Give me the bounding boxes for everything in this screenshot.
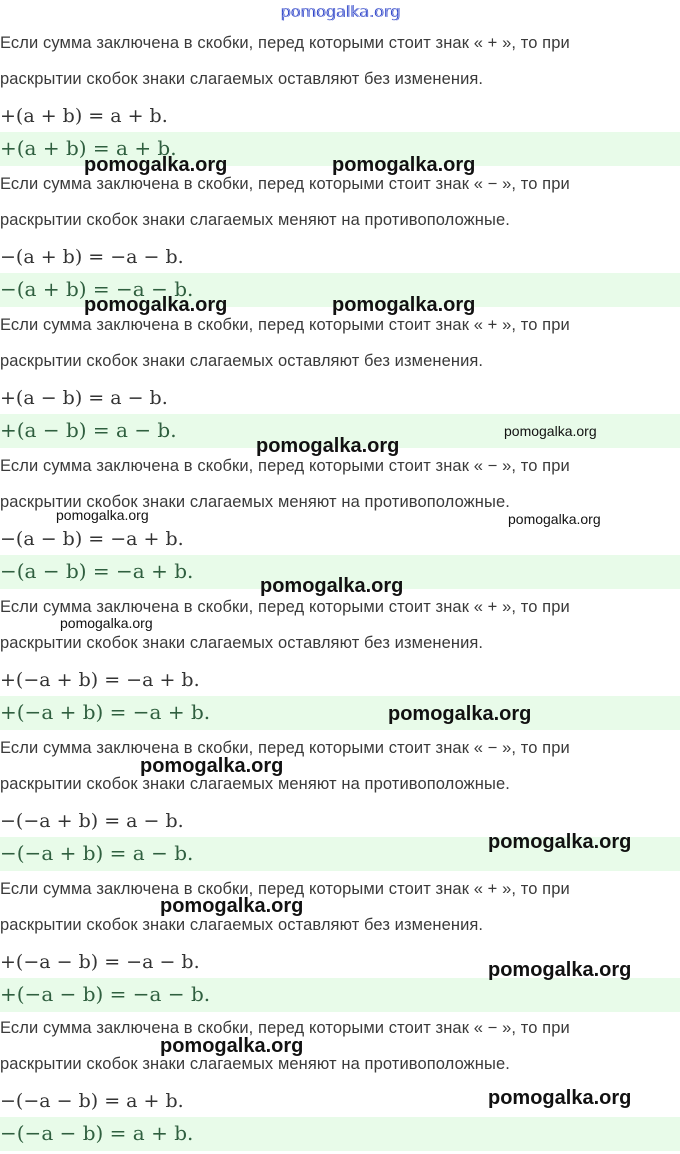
watermark: pomogalka.org [488, 831, 632, 853]
formula-highlighted: +(−a − b) = −a − b. [0, 982, 211, 1006]
watermark: pomogalka.org [140, 755, 284, 777]
watermark: pomogalka.org [504, 423, 597, 439]
watermark: pomogalka.org [332, 294, 476, 316]
rule-text-line1: Если сумма заключена в скобки, перед которыми стоит знак « + », то при [0, 598, 570, 616]
rule-text-line1: Если сумма заключена в скобки, перед которыми стоит знак « + », то при [0, 316, 570, 334]
watermark: pomogalka.org [160, 895, 304, 917]
rule-text-line2: раскрытии скобок знаки слагаемых оставляют без изменения. [0, 352, 484, 370]
rule-text-line1: Если сумма заключена в скобки, перед которыми стоит знак « − », то при [0, 175, 570, 193]
formula: −(−a − b) = a + b. [0, 1090, 184, 1112]
watermark: pomogalka.org [256, 435, 400, 457]
formula-highlighted: +(−a + b) = −a + b. [0, 700, 211, 724]
rule-text-line2: раскрытии скобок знаки слагаемых меняют на противоположные. [0, 211, 510, 229]
formula: −(a − b) = −a + b. [0, 528, 184, 550]
rule-text-line2: раскрытии скобок знаки слагаемых меняют на противоположные. [0, 1055, 510, 1073]
rule-block-5 [0, 592, 680, 733]
watermark: pomogalka.org [160, 1035, 304, 1057]
formula: +(a − b) = a − b. [0, 387, 168, 409]
rule-text-line1: Если сумма заключена в скобки, перед которыми стоит знак « + », то при [0, 880, 570, 898]
site-header-link[interactable]: pomogalka.org [280, 2, 400, 21]
rule-text-line1: Если сумма заключена в скобки, перед которыми стоит знак « − », то при [0, 739, 570, 757]
watermark: pomogalka.org [84, 294, 228, 316]
formula-highlighted: −(−a − b) = a + b. [0, 1121, 194, 1145]
watermark: pomogalka.org [508, 511, 601, 527]
rule-text-line2: раскрытии скобок знаки слагаемых меняют на противоположные. [0, 775, 510, 793]
watermark: pomogalka.org [332, 154, 476, 176]
rule-block-7 [0, 874, 680, 1015]
formula: +(−a + b) = −a + b. [0, 669, 200, 691]
watermark: pomogalka.org [260, 575, 404, 597]
rule-text-line1: Если сумма заключена в скобки, перед которыми стоит знак « − », то при [0, 1019, 570, 1037]
rule-text-line1: Если сумма заключена в скобки, перед которыми стоит знак « + », то при [0, 34, 570, 52]
rule-block-8 [0, 1013, 680, 1154]
formula-highlighted: +(a − b) = a − b. [0, 418, 177, 442]
formula-highlighted: −(a − b) = −a + b. [0, 559, 194, 583]
formula-highlighted: +(a + b) = a + b. [0, 136, 177, 160]
formula: +(−a − b) = −a − b. [0, 951, 200, 973]
rule-block-1 [0, 28, 680, 169]
watermark: pomogalka.org [488, 1087, 632, 1109]
watermark: pomogalka.org [84, 154, 228, 176]
rule-text-line2: раскрытии скобок знаки слагаемых оставляют без изменения. [0, 916, 484, 934]
formula: +(a + b) = a + b. [0, 105, 168, 127]
watermark: pomogalka.org [56, 507, 149, 523]
rule-text-line2: раскрытии скобок знаки слагаемых меняют на противоположные. [0, 493, 510, 511]
rule-text-line2: раскрытии скобок знаки слагаемых оставляют без изменения. [0, 70, 484, 88]
watermark: pomogalka.org [488, 959, 632, 981]
watermark: pomogalka.org [388, 703, 532, 725]
formula-highlighted: −(a + b) = −a − b. [0, 277, 194, 301]
rule-block-2 [0, 169, 680, 310]
formula: −(−a + b) = a − b. [0, 810, 184, 832]
formula: −(a + b) = −a − b. [0, 246, 184, 268]
formula-highlighted: −(−a + b) = a − b. [0, 841, 194, 865]
rule-text-line1: Если сумма заключена в скобки, перед которыми стоит знак « − », то при [0, 457, 570, 475]
rule-text-line2: раскрытии скобок знаки слагаемых оставляют без изменения. [0, 634, 484, 652]
watermark: pomogalka.org [60, 615, 153, 631]
